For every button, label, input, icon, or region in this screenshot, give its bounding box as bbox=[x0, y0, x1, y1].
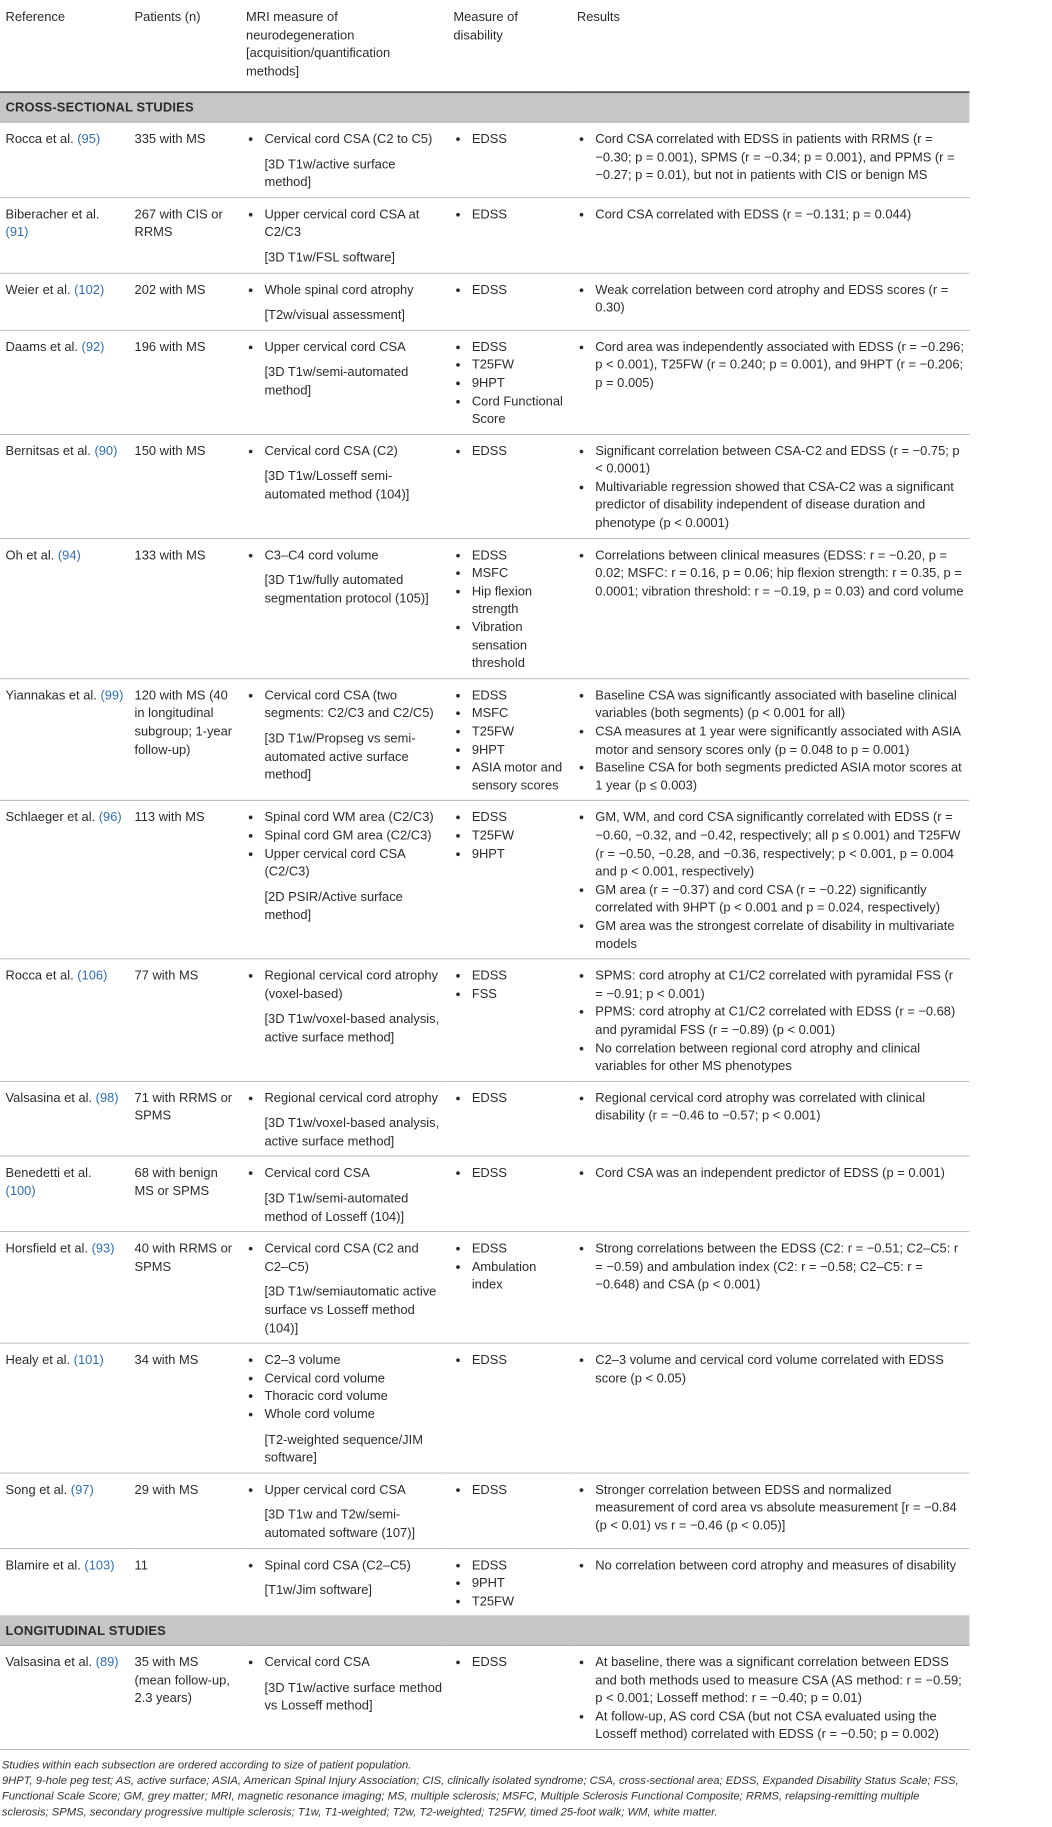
reference-cell bbox=[0, 1156, 129, 1231]
disability-item: • 9HPT bbox=[470, 741, 566, 759]
results-list bbox=[577, 809, 964, 953]
result-item: • Cord CSA was an independent predictor of EDSS (p = 0.001) bbox=[593, 1164, 963, 1182]
disability-cell bbox=[448, 679, 571, 801]
citation-number: (99) bbox=[100, 687, 124, 703]
mri-measure-item: • Spinal cord GM area (C2/C3) bbox=[263, 827, 443, 845]
mri-measure-item: • Upper cervical cord CSA (C2/C3) bbox=[263, 845, 443, 881]
section-title: CROSS-SECTIONAL STUDIES bbox=[0, 92, 969, 122]
patients-cell: 34 with MS bbox=[129, 1343, 241, 1473]
reference-cell bbox=[0, 122, 129, 197]
table-row bbox=[0, 330, 969, 434]
result-item: • No correlation between cord atrophy and measures of disability bbox=[593, 1556, 963, 1574]
result-item: • Cord CSA correlated with EDSS (r = −0.131; p = 0.044) bbox=[593, 205, 963, 223]
disability-list bbox=[453, 205, 565, 223]
disability-item: • ASIA motor and sensory scores bbox=[470, 759, 566, 795]
results-cell bbox=[571, 679, 969, 801]
citation-number: (102) bbox=[74, 281, 105, 297]
mri-measure-cell bbox=[241, 679, 448, 801]
reference-text: Rocca et al. bbox=[5, 130, 78, 146]
disability-cell bbox=[448, 801, 571, 959]
citation-number: (93) bbox=[91, 1240, 115, 1256]
reference-text: Rocca et al. bbox=[5, 967, 78, 983]
result-item: • No correlation between regional cord atrophy and clinical variables for other MS phenotypes bbox=[593, 1039, 963, 1075]
result-item: • SPMS: cord atrophy at C1/C2 correlated with pyramidal FSS (r = −0.91; p < 0.001) bbox=[593, 967, 963, 1003]
acquisition-method: [2D PSIR/Active surface method] bbox=[264, 889, 403, 922]
patients-cell: 68 with benign MS or SPMS bbox=[129, 1156, 241, 1231]
reference-text: Weier et al. bbox=[5, 281, 75, 297]
reference-text: Benedetti et al. bbox=[5, 1165, 92, 1180]
mri-measure-list bbox=[246, 1351, 442, 1423]
disability-item: • MSFC bbox=[470, 564, 566, 582]
disability-list bbox=[453, 130, 565, 148]
mri-measure-cell bbox=[241, 538, 448, 678]
reference-text: Valsasina et al. bbox=[5, 1089, 96, 1105]
mri-measure-cell bbox=[241, 1343, 448, 1473]
disability-item: • EDSS bbox=[470, 338, 566, 356]
disability-item: • T25FW bbox=[470, 356, 566, 374]
disability-item: • EDSS bbox=[470, 1653, 566, 1671]
disability-list bbox=[453, 338, 565, 428]
disability-item: • EDSS bbox=[470, 1351, 566, 1369]
acquisition-method: [3D T1w/semi-automated method] bbox=[264, 364, 409, 398]
disability-item: • T25FW bbox=[470, 722, 566, 740]
acquisition-method: [3D T1w/fully automated segmentation protocol (105)] bbox=[264, 572, 429, 606]
mri-measure-item: • Upper cervical cord CSA bbox=[263, 1481, 443, 1499]
mri-measure-item: • Whole spinal cord atrophy bbox=[263, 281, 443, 299]
results-list bbox=[577, 281, 964, 317]
acquisition-method: [T1w/Jim software] bbox=[264, 1582, 373, 1598]
patients-cell: 150 with MS bbox=[129, 434, 241, 538]
disability-list bbox=[453, 546, 565, 672]
table-row bbox=[0, 1473, 969, 1548]
mri-measure-cell bbox=[241, 1081, 448, 1156]
disability-cell bbox=[448, 959, 571, 1081]
citation-number: (94) bbox=[57, 547, 81, 562]
disability-list bbox=[453, 809, 565, 863]
mri-measure-list bbox=[246, 1240, 442, 1276]
reference-text: Bernitsas et al. bbox=[5, 442, 95, 458]
mri-measure-list bbox=[246, 809, 442, 881]
reference-text: Healy et al. bbox=[5, 1352, 74, 1367]
disability-cell bbox=[448, 197, 571, 272]
results-list bbox=[577, 1089, 964, 1125]
result-item: • Correlations between clinical measures (EDSS: r = −0.20, p = 0.02; MSFC: r = 0.16, p = 0.06; hip flexion strength: r = 0.35, p = 0.0001; vibration threshold: r = −0.19, p = 0.03) and cord volume bbox=[593, 546, 963, 600]
reference-cell bbox=[0, 1232, 129, 1343]
result-item: • Stronger correlation between EDSS and normalized measurement of cord area vs absolute measurement [r = −0.84 (p < 0.01) vs r = −0.46 (p < 0.05)] bbox=[593, 1481, 963, 1535]
mri-measure-item: • C2–3 volume bbox=[263, 1351, 443, 1369]
acquisition-method: [3D T1w/Propseg vs semi-automated active surface method] bbox=[264, 730, 416, 782]
results-list bbox=[577, 967, 964, 1075]
results-list bbox=[577, 338, 964, 392]
section-cross-sectional bbox=[0, 92, 969, 122]
mri-measure-list bbox=[246, 1089, 442, 1107]
results-cell bbox=[571, 1645, 969, 1749]
reference-text: Oh et al. bbox=[5, 547, 58, 562]
results-cell bbox=[571, 1081, 969, 1156]
citation-number: (95) bbox=[77, 130, 101, 146]
disability-cell bbox=[448, 1473, 571, 1548]
section-longitudinal bbox=[0, 1616, 969, 1645]
citation-number: (103) bbox=[84, 1556, 115, 1572]
disability-cell bbox=[448, 1548, 571, 1616]
mri-measure-list bbox=[246, 130, 442, 148]
footnotes bbox=[0, 1750, 969, 1820]
disability-item: • EDSS bbox=[470, 546, 566, 564]
results-cell bbox=[571, 197, 969, 272]
result-item: • C2–3 volume and cervical cord volume correlated with EDSS score (p < 0.05) bbox=[593, 1351, 963, 1387]
disability-list bbox=[453, 1556, 565, 1610]
results-list bbox=[577, 130, 964, 184]
acquisition-method: [3D T1w/Losseff semi-automated method (104)] bbox=[264, 468, 410, 502]
acquisition-method: [T2w/visual assessment] bbox=[264, 306, 406, 322]
acquisition-method: [3D T1w and T2w/semi-automated software (107)] bbox=[264, 1507, 416, 1540]
patients-cell: 71 with RRMS or SPMS bbox=[129, 1081, 241, 1156]
results-list bbox=[577, 546, 964, 600]
mri-measure-item: • Cervical cord CSA bbox=[263, 1164, 443, 1182]
disability-cell bbox=[448, 1232, 571, 1343]
mri-measure-cell bbox=[241, 1232, 448, 1343]
patients-cell: 35 with MS (mean follow-up, 2.3 years) bbox=[129, 1645, 241, 1749]
results-cell bbox=[571, 959, 969, 1081]
disability-item: • Ambulation index bbox=[470, 1258, 566, 1294]
reference-cell bbox=[0, 959, 129, 1081]
results-cell bbox=[571, 1232, 969, 1343]
disability-list bbox=[453, 281, 565, 299]
acquisition-method: [3D T1w/FSL software] bbox=[264, 249, 395, 265]
disability-list bbox=[453, 1481, 565, 1499]
table-row bbox=[0, 1343, 969, 1473]
disability-item: • EDSS bbox=[470, 686, 566, 704]
reference-cell bbox=[0, 1645, 129, 1749]
results-list bbox=[577, 205, 964, 223]
acquisition-method: [3D T1w/active surface method vs Losseff method] bbox=[264, 1679, 443, 1713]
table-row bbox=[0, 959, 969, 1081]
results-list bbox=[577, 1240, 964, 1294]
disability-list bbox=[453, 1089, 565, 1107]
reference-text: Valsasina et al. bbox=[5, 1654, 96, 1669]
disability-item: • MSFC bbox=[470, 704, 566, 722]
result-item: • Baseline CSA for both segments predicted ASIA motor scores at 1 year (p ≤ 0.003) bbox=[593, 759, 963, 795]
mri-measure-item: • Cervical cord CSA (C2) bbox=[263, 442, 443, 460]
patients-cell: 267 with CIS or RRMS bbox=[129, 197, 241, 272]
mri-measure-list bbox=[246, 338, 442, 356]
disability-item: • 9PHT bbox=[470, 1574, 566, 1592]
result-item: • At follow-up, AS cord CSA (but not CSA evaluated using the Losseff method) correlated with EDSS (r = −0.50; p = 0.002) bbox=[593, 1707, 963, 1743]
mri-measure-list bbox=[246, 1653, 442, 1671]
disability-item: • FSS bbox=[470, 985, 566, 1003]
results-cell bbox=[571, 1343, 969, 1473]
mri-measure-item: • Spinal cord CSA (C2–C5) bbox=[263, 1556, 443, 1574]
reference-cell bbox=[0, 434, 129, 538]
mri-measure-cell bbox=[241, 1156, 448, 1231]
result-item: • At baseline, there was a significant correlation between EDSS and both methods used to measure CSA (AS method: r = −0.59; p < 0.001; Losseff method: r = −0.40; p = 0.01) bbox=[593, 1653, 963, 1707]
disability-item: • EDSS bbox=[470, 1556, 566, 1574]
mri-measure-list bbox=[246, 281, 442, 299]
disability-item: • Hip flexion strength bbox=[470, 582, 566, 618]
mri-measure-cell bbox=[241, 273, 448, 330]
mri-measure-item: • Cervical cord volume bbox=[263, 1369, 443, 1387]
mri-measure-item: • Regional cervical cord atrophy bbox=[263, 1089, 443, 1107]
header-results: Results bbox=[571, 0, 969, 92]
mri-measure-item: • Cervical cord CSA (two segments: C2/C3 and C2/C5) bbox=[263, 686, 443, 722]
disability-cell bbox=[448, 538, 571, 678]
citation-number: (100) bbox=[5, 1183, 36, 1199]
results-cell bbox=[571, 1548, 969, 1616]
table-row bbox=[0, 1156, 969, 1231]
section-title: LONGITUDINAL STUDIES bbox=[0, 1616, 969, 1645]
disability-item: • EDSS bbox=[470, 1089, 566, 1107]
citation-number: (92) bbox=[81, 338, 105, 354]
mri-measure-cell bbox=[241, 1548, 448, 1616]
citation-number: (96) bbox=[98, 809, 122, 825]
reference-cell bbox=[0, 1548, 129, 1616]
disability-item: • EDSS bbox=[470, 281, 566, 299]
header-reference: Reference bbox=[0, 0, 129, 92]
mri-measure-list bbox=[246, 686, 442, 722]
header-row bbox=[0, 0, 969, 92]
mri-measure-item: • Spinal cord WM area (C2/C3) bbox=[263, 809, 443, 827]
reference-cell bbox=[0, 538, 129, 678]
table-row bbox=[0, 801, 969, 959]
results-list bbox=[577, 442, 964, 532]
disability-cell bbox=[448, 1156, 571, 1231]
mri-measure-item: • Regional cervical cord atrophy (voxel-based) bbox=[263, 967, 443, 1003]
mri-measure-list bbox=[246, 442, 442, 460]
reference-cell bbox=[0, 1473, 129, 1548]
table-row bbox=[0, 1232, 969, 1343]
results-cell bbox=[571, 801, 969, 959]
results-list bbox=[577, 1653, 964, 1743]
acquisition-method: [3D T1w/active surface method] bbox=[264, 156, 396, 190]
reference-cell bbox=[0, 197, 129, 272]
mri-measure-item: • Cervical cord CSA (C2 and C2–C5) bbox=[263, 1240, 443, 1276]
disability-item: • T25FW bbox=[470, 827, 566, 845]
reference-cell bbox=[0, 330, 129, 434]
table-row bbox=[0, 538, 969, 678]
result-item: • GM area was the strongest correlate of disability in multivariate models bbox=[593, 917, 963, 953]
table-row bbox=[0, 197, 969, 272]
table-row bbox=[0, 1081, 969, 1156]
disability-item: • Vibration sensation threshold bbox=[470, 618, 566, 672]
mri-measure-cell bbox=[241, 959, 448, 1081]
disability-list bbox=[453, 1653, 565, 1671]
results-list bbox=[577, 1164, 964, 1182]
citation-number: (97) bbox=[70, 1481, 94, 1497]
mri-measure-cell bbox=[241, 801, 448, 959]
mri-measure-list bbox=[246, 1481, 442, 1499]
results-cell bbox=[571, 434, 969, 538]
result-item: • Baseline CSA was significantly associated with baseline clinical variables (both segments) (p < 0.001 for all) bbox=[593, 686, 963, 722]
result-item: • Cord area was independently associated with EDSS (r = −0.296; p < 0.001), T25FW (r = 0.240; p = 0.001), and 9HPT (r = −0.206; p = 0.005) bbox=[593, 338, 963, 392]
mri-measure-item: • Upper cervical cord CSA at C2/C3 bbox=[263, 205, 443, 241]
results-cell bbox=[571, 1156, 969, 1231]
header-disability: Measure of disability bbox=[448, 0, 571, 92]
acquisition-method: [3D T1w/semi-automated method of Losseff (104)] bbox=[264, 1190, 409, 1224]
mri-measure-cell bbox=[241, 330, 448, 434]
disability-item: • EDSS bbox=[470, 1481, 566, 1499]
reference-cell bbox=[0, 1081, 129, 1156]
disability-item: • EDSS bbox=[470, 205, 566, 223]
header-patients: Patients (n) bbox=[129, 0, 241, 92]
mri-measure-list bbox=[246, 967, 442, 1003]
patients-cell: 113 with MS bbox=[129, 801, 241, 959]
disability-item: • EDSS bbox=[470, 967, 566, 985]
table-row bbox=[0, 1645, 969, 1749]
disability-list bbox=[453, 967, 565, 1003]
reference-cell bbox=[0, 273, 129, 330]
table-row bbox=[0, 1548, 969, 1616]
disability-item: • EDSS bbox=[470, 442, 566, 460]
result-item: • Cord CSA correlated with EDSS in patients with RRMS (r = −0.30; p = 0.001), SPMS (r = −0.34; p = 0.001), and PPMS (r = −0.27; p = 0.01), but not in patients with CIS or benign MS bbox=[593, 130, 963, 184]
patients-cell: 133 with MS bbox=[129, 538, 241, 678]
patients-cell: 120 with MS (40 in longitudinal subgroup; 1-year follow-up) bbox=[129, 679, 241, 801]
mri-measure-list bbox=[246, 546, 442, 564]
result-item: • CSA measures at 1 year were significantly associated with ASIA motor and sensory scores only (p = 0.048 to p = 0.001) bbox=[593, 722, 963, 758]
patients-cell: 335 with MS bbox=[129, 122, 241, 197]
reference-text: Biberacher et al. bbox=[5, 206, 100, 221]
reference-text: Song et al. bbox=[5, 1481, 71, 1497]
mri-measure-cell bbox=[241, 434, 448, 538]
patients-cell: 196 with MS bbox=[129, 330, 241, 434]
disability-item: • 9HPT bbox=[470, 845, 566, 863]
mri-measure-item: • Whole cord volume bbox=[263, 1405, 443, 1423]
mri-measure-list bbox=[246, 1164, 442, 1182]
result-item: • PPMS: cord atrophy at C1/C2 correlated with EDSS (r = −0.68) and pyramidal FSS (r = −0.89) (p < 0.001) bbox=[593, 1003, 963, 1039]
disability-list bbox=[453, 686, 565, 794]
disability-item: • 9HPT bbox=[470, 374, 566, 392]
disability-item: • T25FW bbox=[470, 1592, 566, 1610]
reference-cell bbox=[0, 801, 129, 959]
reference-text: Schlaeger et al. bbox=[5, 809, 99, 825]
results-cell bbox=[571, 1473, 969, 1548]
mri-measure-list bbox=[246, 1556, 442, 1574]
mri-measure-cell bbox=[241, 197, 448, 272]
disability-item: • EDSS bbox=[470, 809, 566, 827]
acquisition-method: [3D T1w/semiautomatic active surface vs Losseff method (104)] bbox=[264, 1284, 437, 1335]
acquisition-method: [3D T1w/voxel-based analysis, active surface method] bbox=[264, 1115, 440, 1149]
header-mri: MRI measure of neurodegeneration [acquisition/quantification methods] bbox=[241, 0, 448, 92]
disability-item: • Cord Functional Score bbox=[470, 392, 566, 428]
result-item: • Multivariable regression showed that CSA-C2 was a significant predictor of disability independent of disease duration and phenotype (p < 0.0001) bbox=[593, 478, 963, 532]
citation-number: (101) bbox=[73, 1352, 104, 1367]
patients-cell: 29 with MS bbox=[129, 1473, 241, 1548]
results-cell bbox=[571, 122, 969, 197]
disability-list bbox=[453, 442, 565, 460]
disability-cell bbox=[448, 330, 571, 434]
mri-measure-item: • Thoracic cord volume bbox=[263, 1387, 443, 1405]
result-item: • GM, WM, and cord CSA significantly correlated with EDSS (r = −0.60, −0.32, and −0.42, respectively; all p ≤ 0.001) and T25FW (r = −0.50, −0.28, and −0.36, respectively; p < 0.001, p = 0.004 and p < 0.001, respectively) bbox=[593, 809, 963, 881]
citation-number: (89) bbox=[95, 1654, 119, 1669]
reference-cell bbox=[0, 1343, 129, 1473]
mri-measure-item: • Upper cervical cord CSA bbox=[263, 338, 443, 356]
results-cell bbox=[571, 273, 969, 330]
mri-measure-item: • Cervical cord CSA bbox=[263, 1653, 443, 1671]
reference-text: Yiannakas et al. bbox=[5, 687, 101, 703]
reference-text: Daams et al. bbox=[5, 338, 82, 354]
disability-item: • EDSS bbox=[470, 1240, 566, 1258]
mri-measure-item: • Cervical cord CSA (C2 to C5) bbox=[263, 130, 443, 148]
mri-measure-cell bbox=[241, 122, 448, 197]
result-item: • Weak correlation between cord atrophy and EDSS scores (r = 0.30) bbox=[593, 281, 963, 317]
result-item: • Regional cervical cord atrophy was correlated with clinical disability (r = −0.46 to −0.57; p < 0.001) bbox=[593, 1089, 963, 1125]
table-row bbox=[0, 434, 969, 538]
footnote-order: Studies within each subsection are ordered according to size of patient population. bbox=[1, 1758, 412, 1772]
results-list bbox=[577, 1556, 964, 1574]
disability-item: • EDSS bbox=[470, 130, 566, 148]
acquisition-method: [3D T1w/voxel-based analysis, active surface method] bbox=[264, 1011, 440, 1044]
reference-text: Horsfield et al. bbox=[5, 1240, 92, 1256]
mri-measure-cell bbox=[241, 1645, 448, 1749]
patients-cell: 202 with MS bbox=[129, 273, 241, 330]
results-list bbox=[577, 1481, 964, 1535]
results-cell bbox=[571, 538, 969, 678]
disability-list bbox=[453, 1240, 565, 1294]
disability-list bbox=[453, 1351, 565, 1369]
patients-cell: 11 bbox=[129, 1548, 241, 1616]
acquisition-method: [T2-weighted sequence/JIM software] bbox=[264, 1431, 423, 1465]
table-row bbox=[0, 679, 969, 801]
disability-item: • EDSS bbox=[470, 1164, 566, 1182]
disability-list bbox=[453, 1164, 565, 1182]
result-item: • Strong correlations between the EDSS (C2: r = −0.51; C2–C5: r = −0.59) and ambulation index (C2: r = −0.58; C2–C5: r = −0.648) and CSA (p < 0.001) bbox=[593, 1240, 963, 1294]
table-row bbox=[0, 273, 969, 330]
disability-cell bbox=[448, 1081, 571, 1156]
results-list bbox=[577, 686, 964, 794]
mri-measure-cell bbox=[241, 1473, 448, 1548]
footnote-abbreviations: 9HPT, 9-hole peg test; AS, active surface; ASIA, American Spinal Injury Association; CIS, clinically isolated syndrome; CSA, cross-sectional area; EDSS, Expanded Disability Status Scale; FSS, Functional Scale Score; GM, grey matter; MRI, magnetic resonance imaging; MS, multiple sclerosis; MSFC, Multiple Sclerosis Functional Composite; RRMS, relapsing-remitting multiple sclerosis; SPMS, secondary progressive multiple sclerosis; T1w, T1-weighted; T2w, T2-weighted; T25FW, timed 25-foot walk; WM, white matter. bbox=[1, 1773, 959, 1819]
reference-cell bbox=[0, 679, 129, 801]
citation-number: (90) bbox=[94, 442, 118, 458]
disability-cell bbox=[448, 122, 571, 197]
mri-measure-item: • C3–C4 cord volume bbox=[263, 546, 443, 564]
citation-number: (106) bbox=[77, 967, 108, 983]
disability-cell bbox=[448, 1645, 571, 1749]
disability-cell bbox=[448, 434, 571, 538]
results-list bbox=[577, 1351, 964, 1387]
patients-cell: 77 with MS bbox=[129, 959, 241, 1081]
result-item: • Significant correlation between CSA-C2 and EDSS (r = −0.75; p < 0.0001) bbox=[593, 442, 963, 478]
disability-cell bbox=[448, 1343, 571, 1473]
citation-number: (91) bbox=[5, 224, 29, 239]
mri-measure-list bbox=[246, 205, 442, 241]
citation-number: (98) bbox=[95, 1089, 119, 1105]
results-cell bbox=[571, 330, 969, 434]
result-item: • GM area (r = −0.37) and cord CSA (r = −0.22) significantly correlated with 9HPT (p < 0.001 and p = 0.024, respectively) bbox=[593, 881, 963, 917]
table-row bbox=[0, 122, 969, 197]
disability-cell bbox=[448, 273, 571, 330]
patients-cell: 40 with RRMS or SPMS bbox=[129, 1232, 241, 1343]
reference-text: Blamire et al. bbox=[5, 1556, 85, 1572]
